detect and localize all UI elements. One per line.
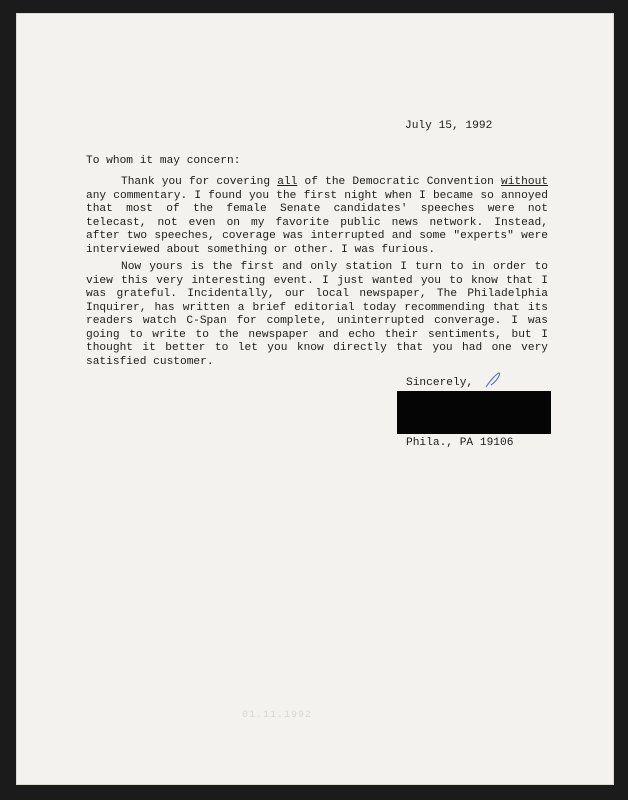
redaction-block (397, 391, 551, 434)
sender-address: Phila., PA 19106 (406, 437, 514, 449)
closing: Sincerely, (406, 377, 474, 389)
faint-stamp: 01.11.1992 (242, 710, 313, 721)
underlined-without: without (501, 176, 548, 188)
letter-date: July 15, 1992 (405, 120, 493, 132)
salutation: To whom it may concern: (86, 155, 241, 167)
p1-text-c: any commentary. I found you the first night when I became so annoyed that most of the female Senate candidates' speeches were not telecast, not even on my favorite public news network. Instead, after two speeches, coverage was interrupted and some "experts" were interviewed about something or other. I was furious. (86, 189, 548, 256)
paragraph-1 (86, 176, 548, 257)
p1-text-a: Thank you for covering (121, 176, 278, 188)
p2-text: Now yours is the first and only station I turn to in order to view this very interesting event. I just wanted you to know that I was grateful. Incidentally, our local newspaper, The Philadelphia Inquirer, has written a brief editorial today recommending that its readers watch C-Span for complete, uninterrupted converage. I was going to write to the newspaper and echo their sentiments, but I thought it better to let you know directly that you had one very satisfied customer. (86, 261, 548, 368)
p1-text-b: of the Democratic Convention (297, 176, 501, 188)
signature-mark (482, 371, 502, 389)
paragraph-2 (86, 261, 548, 369)
underlined-all: all (277, 176, 298, 188)
letter-page (16, 13, 614, 785)
